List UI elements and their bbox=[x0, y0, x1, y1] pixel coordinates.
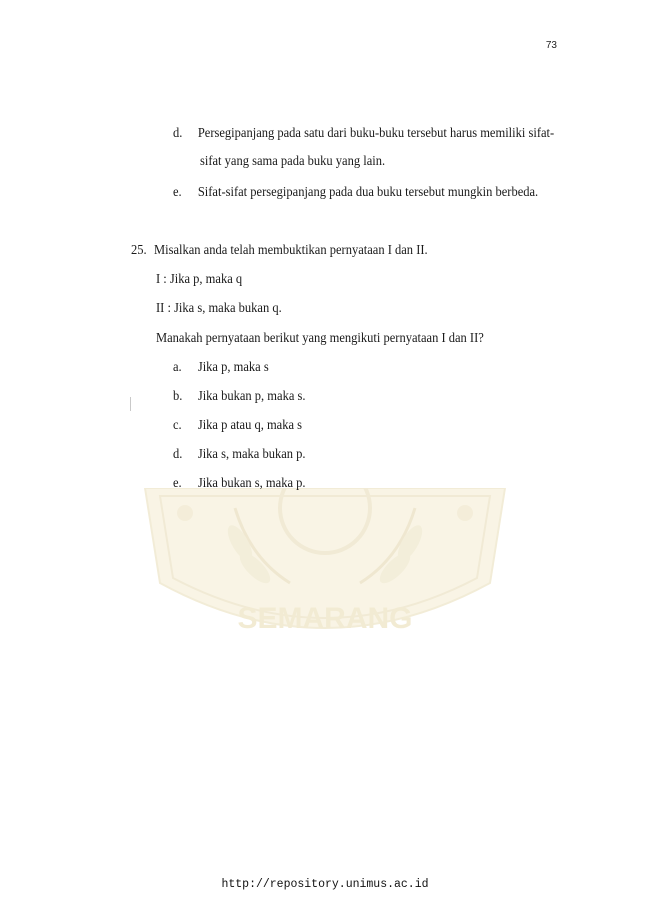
option-letter: d. bbox=[173, 446, 183, 461]
margin-mark bbox=[130, 397, 131, 411]
option-letter: b. bbox=[173, 388, 183, 403]
option-letter: c. bbox=[173, 417, 182, 432]
page-number: 73 bbox=[545, 40, 557, 51]
statement-1: I : Jika p, maka q bbox=[156, 271, 243, 286]
option-text: Sifat-sifat persegipanjang pada dua buku tersebut mungkin berbeda. bbox=[197, 184, 539, 199]
option-d-line-2: sifat yang sama pada buku yang lain. bbox=[200, 153, 386, 168]
option-text: Jika bukan p, maka s. bbox=[197, 388, 306, 403]
option-letter: e. bbox=[173, 184, 182, 199]
watermark-text: SEMARANG bbox=[237, 602, 413, 635]
question-stem: Misalkan anda telah membuktikan pernyataan I dan II. bbox=[154, 242, 428, 257]
option-letter: e. bbox=[173, 475, 182, 490]
option-text: Jika bukan s, maka p. bbox=[197, 475, 306, 490]
option-text: Persegipanjang pada satu dari buku-buku tersebut harus memiliki sifat- bbox=[197, 125, 555, 140]
option-text: Jika p, maka s bbox=[197, 359, 269, 374]
option-letter: d. bbox=[173, 125, 183, 140]
question-number: 25. bbox=[131, 242, 147, 257]
option-text: Jika s, maka bukan p. bbox=[197, 446, 306, 461]
question-prompt: Manakah pernyataan berikut yang mengikuti pernyataan I dan II? bbox=[156, 330, 484, 345]
option-letter: a. bbox=[173, 359, 182, 374]
option-text: Jika p atau q, maka s bbox=[197, 417, 303, 432]
statement-2: II : Jika s, maka bukan q. bbox=[156, 300, 282, 315]
repository-url[interactable]: http://repository.unimus.ac.id bbox=[221, 878, 429, 891]
university-seal-watermark bbox=[140, 488, 510, 663]
